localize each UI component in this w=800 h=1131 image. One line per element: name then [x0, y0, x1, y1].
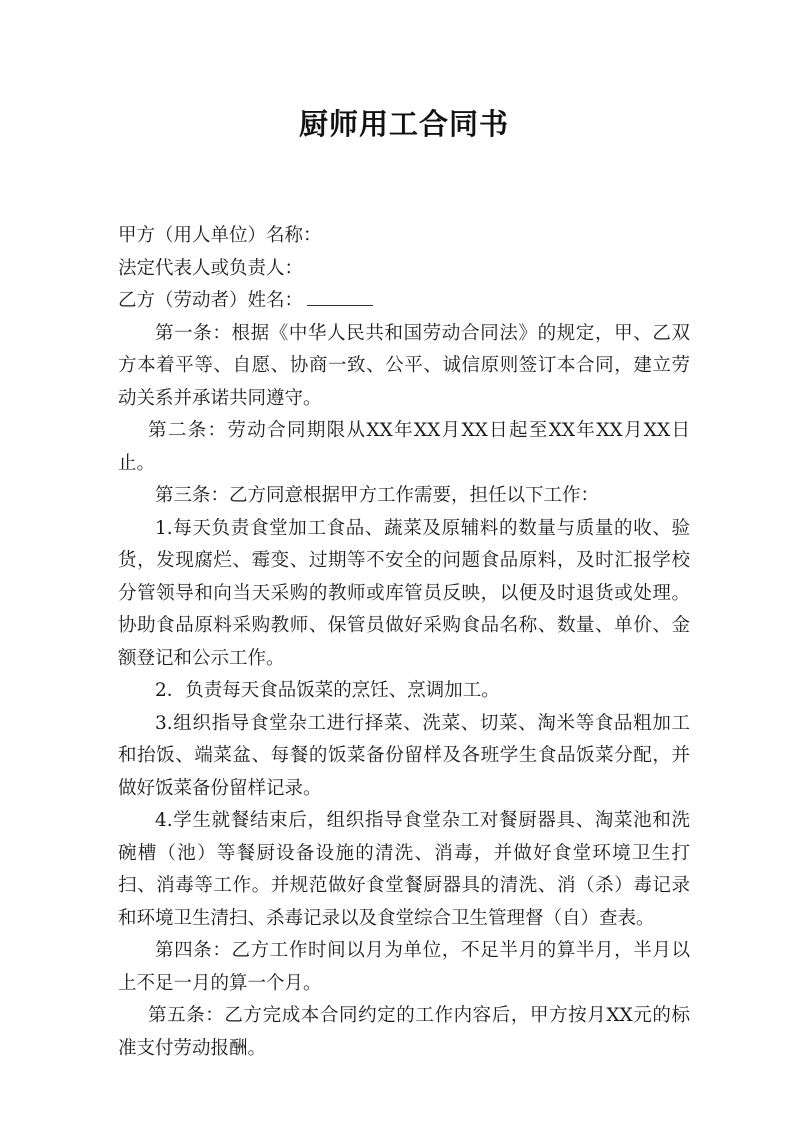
duty-item-2: 2．负责每天食品饭菜的烹饪、烹调加工。	[155, 680, 500, 701]
clause-2: 第二条：劳动合同期限从XX年XX月XX日起至XX年XX月XX日止。	[118, 420, 690, 474]
duty-item-1: 1.每天负责食堂加工食品、蔬菜及原辅料的数量与质量的收、验货，发现腐烂、霉变、过期等不安全的问题食品原料，及时汇报学校分管领导和向当天采购的教师或库管员反映，以便及时退货或处理。协助食品原料采购教师、保管员做好采购食品名称、数量、单价、金额登记和公示工作。	[118, 517, 690, 669]
legal-rep-line	[118, 253, 690, 286]
duty-item-3: 3.组织指导食堂杂工进行择菜、洗菜、切菜、淘米等食品粗加工和抬饭、端菜盆、每餐的饭菜备份留样及各班学生食品饭菜分配，并做好饭菜备份留样记录。	[118, 712, 690, 799]
duty-item-4: 4.学生就餐结束后，组织指导食堂杂工对餐厨器具、淘菜池和洗碗槽（池）等餐厨设备设施的清洗、消毒，并做好食堂环境卫生打扫、消毒等工作。并规范做好食堂餐厨器具的清洗、消（杀）毒记录和环境卫生清扫、杀毒记录以及食堂综合卫生管理督（自）查表。	[118, 810, 690, 929]
legal-rep-label: 法定代表人或负责人：	[118, 257, 304, 279]
party-a-label: 甲方（用人单位）名称：	[118, 225, 322, 246]
party-b-line	[118, 285, 690, 318]
clause-3: 第三条：乙方同意根据甲方工作需要，担任以下工作：	[155, 485, 600, 506]
name-blank-underline	[307, 287, 373, 306]
document-body	[118, 220, 690, 1065]
party-a-line	[118, 220, 690, 253]
clause-5: 第五条：乙方完成本合同约定的工作内容后，甲方按月XX元的标准支付劳动报酬。	[118, 1005, 690, 1059]
party-b-label: 乙方（劳动者）姓名：	[118, 290, 304, 311]
clause-4: 第四条：乙方工作时间以月为单位，不足半月的算半月，半月以上不足一月的算一个月。	[118, 940, 690, 994]
clause-1: 第一条：根据《中华人民共和国劳动合同法》的规定，甲、乙双方本着平等、自愿、协商一致、公平、诚信原则签订本合同，建立劳动关系并承诺共同遵守。	[118, 322, 690, 409]
document-title: 厨师用工合同书	[298, 107, 509, 141]
